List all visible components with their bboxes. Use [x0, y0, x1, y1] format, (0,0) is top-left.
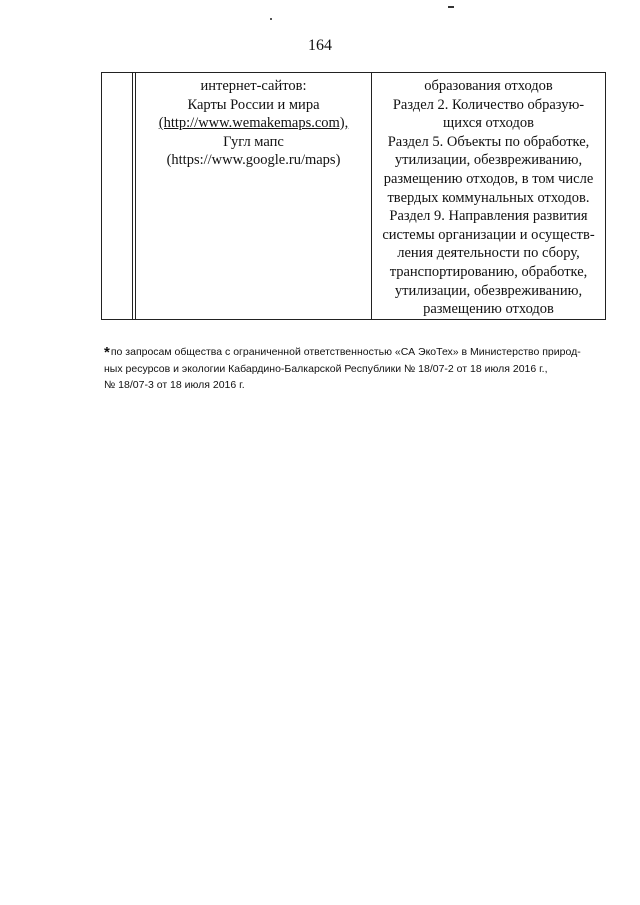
- footnote: [104, 344, 609, 393]
- column-divider-1: [132, 73, 133, 319]
- cell-line: Раздел 9. Направления развития: [389, 208, 588, 225]
- cell-line: Раздел 5. Объекты по обработке,: [387, 133, 590, 150]
- cell-line: щихся отходов: [443, 115, 534, 132]
- scan-dot: [270, 18, 272, 20]
- footnote-line-1: [104, 344, 609, 361]
- table-cell-sources: [136, 77, 371, 170]
- cell-line: транспортированию, обработке,: [389, 263, 588, 280]
- cell-link-wemakemaps[interactable]: (http://www.wemakemaps.com),: [158, 115, 349, 132]
- cell-line: системы организации и осуществ-: [382, 226, 595, 243]
- cell-line: размещению отходов: [423, 301, 554, 318]
- cell-line: размещению отходов, в том числе: [383, 170, 594, 187]
- footnote-text: по запросам общества с ограниченной ответственностью «СА ЭкоТех» в Министерство природ-: [110, 346, 581, 358]
- footnote-line-2: ных ресурсов и экологии Кабардино-Балкарской Республики № 18/07-2 от 18 июля 2016 г.,: [104, 363, 548, 375]
- cell-line: интернет-сайтов:: [200, 78, 307, 94]
- cell-line: Карты России и мира: [187, 96, 320, 113]
- cell-link-google-maps: (https://www.google.ru/maps): [166, 152, 341, 169]
- cell-line: утилизации, обезвреживанию,: [394, 152, 583, 169]
- cell-line: Гугл мапс: [223, 133, 284, 150]
- footnote-marker: *: [104, 344, 110, 361]
- table-cell-sections: [372, 77, 605, 319]
- content-table: [101, 72, 606, 320]
- cell-line: образования отходов: [424, 78, 553, 94]
- footnote-line-3: № 18/07-3 от 18 июля 2016 г.: [104, 379, 245, 391]
- scan-mark: [448, 6, 454, 8]
- cell-line: утилизации, обезвреживанию,: [394, 282, 583, 299]
- page-number: 164: [308, 37, 332, 54]
- cell-line: Раздел 2. Количество образую-: [392, 96, 585, 113]
- cell-line: твердых коммунальных отходов.: [387, 189, 590, 206]
- cell-line: ления деятельности по сбору,: [397, 245, 580, 262]
